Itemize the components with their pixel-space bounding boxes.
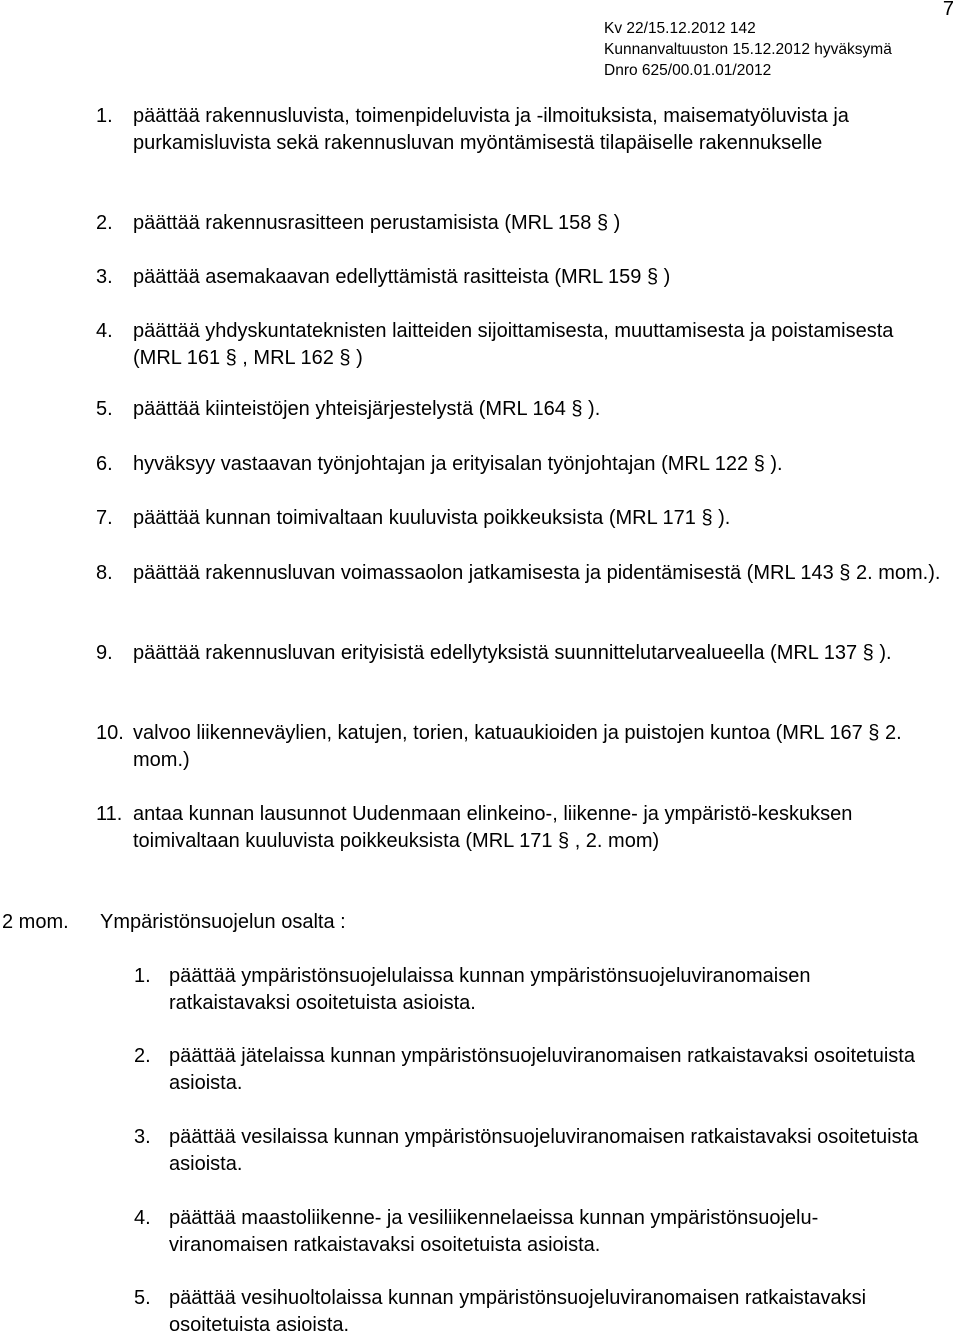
list-item-number: 3. xyxy=(134,1126,151,1148)
header-approval: Kunnanvaltuuston 15.12.2012 hyväksymä xyxy=(604,41,892,58)
list-item-text: antaa kunnan lausunnot Uudenmaan elinkeino-, liikenne- ja ympäristö-keskuksen toimivaltaan kuuluvista poikkeuksista (MRL 171 § , 2. mom) xyxy=(133,803,853,852)
list-item-number: 4. xyxy=(96,320,113,342)
list-item-text: hyväksyy vastaavan työnjohtajan ja erityisalan työnjohtajan (MRL 122 § ). xyxy=(133,453,783,475)
list-item-number: 1. xyxy=(96,105,113,127)
document-header xyxy=(604,18,892,81)
list-item-text: valvoo liikenneväylien, katujen, torien, katuaukioiden ja puistojen kuntoa (MRL 167 § 2. mom.) xyxy=(133,722,902,771)
list-item xyxy=(96,264,946,291)
list-item xyxy=(96,210,946,237)
list-item xyxy=(134,1043,934,1096)
list-item-text: päättää ympäristönsuojelulaissa kunnan ympäristönsuojeluviranomaisen ratkaistavaksi osoitetuista asioista. xyxy=(169,965,811,1014)
list-item-text: päättää rakennusluvista, toimenpideluvista ja -ilmoituksista, maisematyöluvista ja purkamisluvista sekä rakennusluvan myöntämisestä tilapäiselle rakennukselle xyxy=(133,105,849,154)
section-heading xyxy=(2,909,346,936)
list-item-number: 10. xyxy=(96,722,124,744)
list-item-text: päättää vesihuoltolaissa kunnan ympäristönsuojeluviranomaisen ratkaistavaksi osoitetuista asioista. xyxy=(169,1287,867,1336)
header-meeting-ref: Kv 22/15.12.2012 142 xyxy=(604,20,756,37)
list-item-text: päättää rakennusrasitteen perustamisista (MRL 158 § ) xyxy=(133,212,621,234)
list-item-number: 3. xyxy=(96,266,113,288)
list-item xyxy=(134,1124,934,1177)
list-item xyxy=(96,318,916,371)
list-item xyxy=(96,560,946,587)
list-item xyxy=(96,505,946,532)
list-item-number: 2. xyxy=(96,212,113,234)
list-item-number: 7. xyxy=(96,507,113,529)
section-title: Ympäristönsuojelun osalta : xyxy=(100,911,346,933)
list-item xyxy=(96,720,946,773)
list-item-number: 6. xyxy=(96,453,113,475)
list-item-text: päättää rakennusluvan voimassaolon jatkamisesta ja pidentämisestä (MRL 143 § 2. mom.). xyxy=(133,562,941,584)
list-item-number: 4. xyxy=(134,1207,151,1229)
list-item xyxy=(96,396,946,423)
list-item xyxy=(134,963,934,1016)
list-item-number: 1. xyxy=(134,965,151,987)
list-item xyxy=(134,1205,934,1258)
list-item-text: päättää jätelaissa kunnan ympäristönsuojeluviranomaisen ratkaistavaksi osoitetuista asioista. xyxy=(169,1045,915,1094)
list-item-number: 5. xyxy=(96,398,113,420)
list-item-text: päättää vesilaissa kunnan ympäristönsuojeluviranomaisen ratkaistavaksi osoitetuista asioista. xyxy=(169,1126,919,1175)
list-item-text: päättää maastoliikenne- ja vesiliikennelaeissa kunnan ympäristönsuojelu-viranomaisen ratkaistavaksi osoitetuista asioista. xyxy=(169,1207,819,1256)
list-item-text: päättää asemakaavan edellyttämistä rasitteista (MRL 159 § ) xyxy=(133,266,671,288)
list-item-number: 11. xyxy=(96,803,123,825)
page-number: 7 xyxy=(942,0,954,20)
list-item-text: päättää rakennusluvan erityisistä edellytyksistä suunnittelutarvealueella (MRL 137 § ). xyxy=(133,642,892,664)
list-item-text: päättää yhdyskuntateknisten laitteiden sijoittamisesta, muuttamisesta ja poistamisesta (MRL 161 § , MRL 162 § ) xyxy=(133,320,894,369)
list-item xyxy=(96,801,916,854)
list-item-text: päättää kunnan toimivaltaan kuuluvista poikkeuksista (MRL 171 § ). xyxy=(133,507,731,529)
list-item xyxy=(134,1285,934,1338)
list-item xyxy=(96,640,946,667)
list-item-number: 2. xyxy=(134,1045,151,1067)
list-item-number: 8. xyxy=(96,562,113,584)
list-item xyxy=(96,103,946,156)
list-item-number: 5. xyxy=(134,1287,151,1309)
section-mom-label: 2 mom. xyxy=(2,911,69,933)
list-item xyxy=(96,451,946,478)
header-record-number: Dnro 625/00.01.01/2012 xyxy=(604,62,772,79)
list-item-text: päättää kiinteistöjen yhteisjärjestelystä (MRL 164 § ). xyxy=(133,398,601,420)
list-item-number: 9. xyxy=(96,642,113,664)
